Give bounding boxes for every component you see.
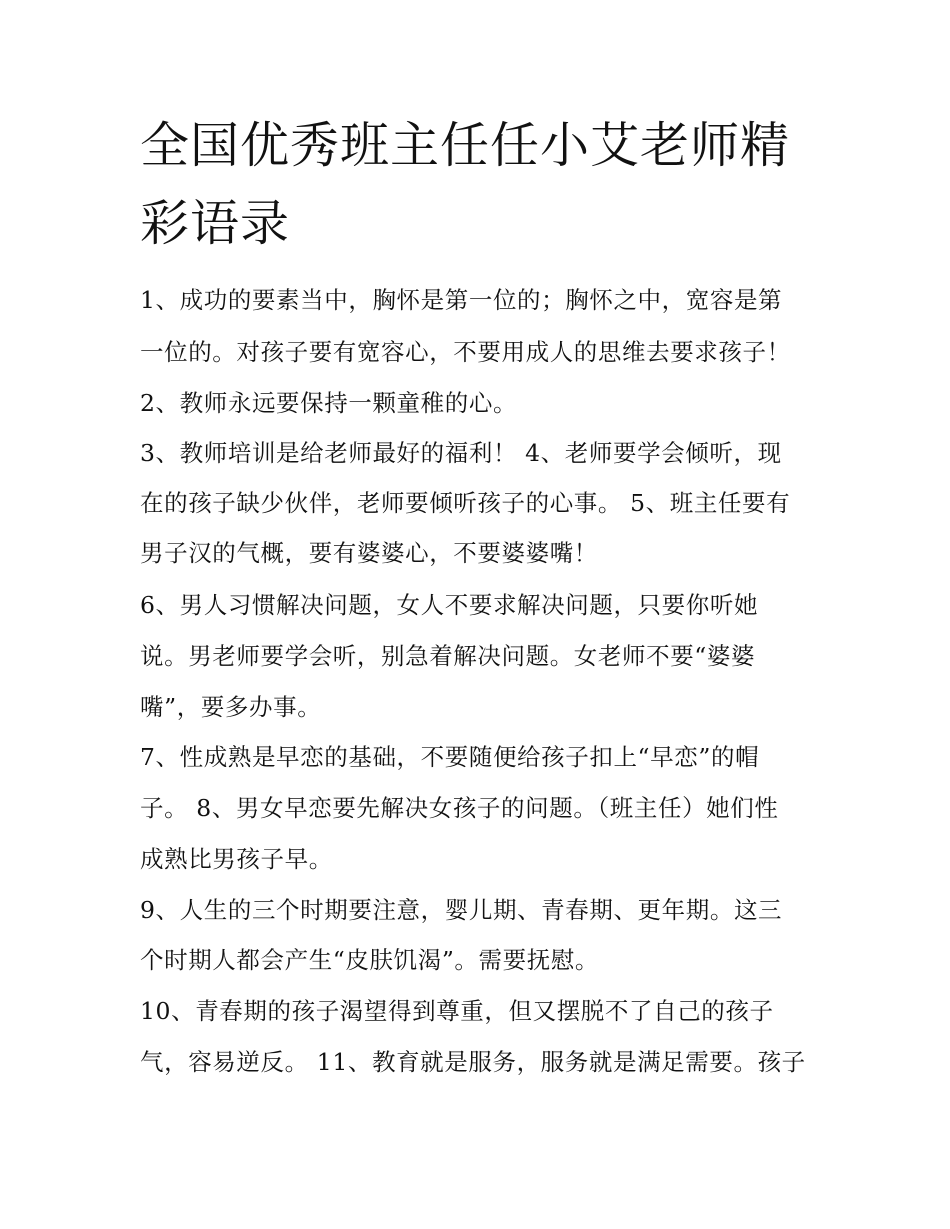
body-text-line: 嘴”，要多办事。 <box>140 693 322 721</box>
body-text-line: 6、男人习惯解决问题，女人不要求解决问题，只要你听她 <box>140 591 759 619</box>
body-text-line: 气，容易逆反。 11、教育就是服务，服务就是满足需要。孩子 <box>140 1048 806 1076</box>
body-text-line: 9、人生的三个时期要注意，婴儿期、青春期、更年期。这三 <box>140 896 783 924</box>
body-text-line: 男子汉的气概，要有婆婆心，不要婆婆嘴！ <box>140 539 598 567</box>
body-text-line: 10、青春期的孩子渴望得到尊重，但又摆脱不了自己的孩子 <box>140 997 774 1025</box>
body-text-line: 1、成功的要素当中，胸怀是第一位的；胸怀之中，宽容是第 <box>140 286 783 314</box>
body-text-line: 成熟比男孩子早。 <box>140 845 333 873</box>
body-text-line: 7、性成熟是早恋的基础，不要随便给孩子扣上“早恋”的帽 <box>140 743 760 771</box>
body-text-line: 在的孩子缺少伙伴，老师要倾听孩子的心事。 5、班主任要有 <box>140 489 791 517</box>
body-text-line: 一位的。对孩子要有宽容心，不要用成人的思维去要求孩子！ <box>140 338 791 366</box>
document-title-line-1: 全国优秀班主任任小艾老师精 <box>140 117 791 174</box>
body-text-line: 2、教师永远要保持一颗童稚的心。 <box>140 389 518 417</box>
document-title-line-2: 彩语录 <box>140 195 291 252</box>
body-text-line: 子。 8、男女早恋要先解决女孩子的问题。（班主任）她们性 <box>140 794 779 822</box>
body-text-line: 个时期人都会产生“皮肤饥渴”。需要抚慰。 <box>140 946 600 974</box>
body-text-line: 3、教师培训是给老师最好的福利！ 4、老师要学会倾听，现 <box>140 439 782 467</box>
body-text-line: 说。男老师要学会听，别急着解决问题。女老师不要“婆婆 <box>140 642 756 670</box>
